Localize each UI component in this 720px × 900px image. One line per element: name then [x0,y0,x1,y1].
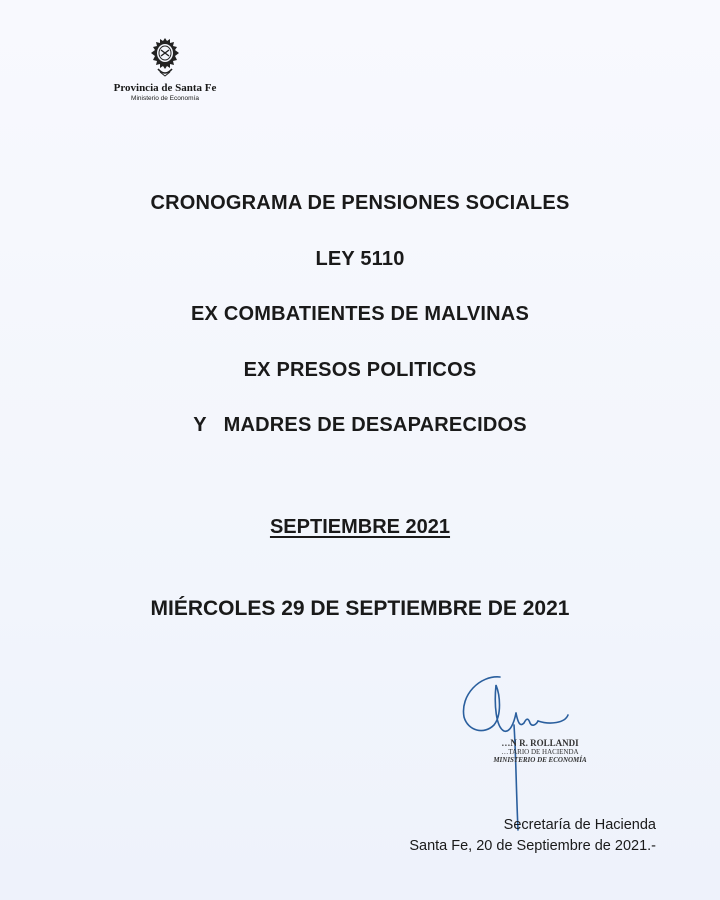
official-stamp [470,738,610,764]
title-line: Y MADRES DE DESAPARECIDOS [193,414,527,436]
payment-date: MIÉRCOLES 29 DE SEPTIEMBRE DE 2021 [150,597,570,620]
province-seal-icon [148,36,182,78]
title-line: LEY 5110 [315,247,405,270]
org-name: Provincia de Santa Fe [113,82,217,94]
document-title [0,185,720,463]
footer [409,815,656,857]
issuing-office: Secretaría de Hacienda [503,817,656,833]
stamp-name: …N R. ROLLANDI [501,738,579,748]
letterhead [100,36,230,102]
title-line: EX COMBATIENTES DE MALVINAS [190,303,529,325]
stamp-role: …TARIO DE HACIENDA [501,748,579,756]
month-label: SEPTIEMBRE 2021 [269,516,451,538]
place-and-date: Santa Fe, 20 de Septiembre de 2021.- [409,838,656,854]
month-heading [0,516,720,539]
org-subtitle: Ministerio de Economía [131,95,199,102]
title-line: CRONOGRAMA DE PENSIONES SOCIALES [150,192,570,214]
stamp-ministry: MINISTERIO DE ECONOMÍA [493,756,587,764]
title-line: EX PRESOS POLITICOS [243,358,477,381]
